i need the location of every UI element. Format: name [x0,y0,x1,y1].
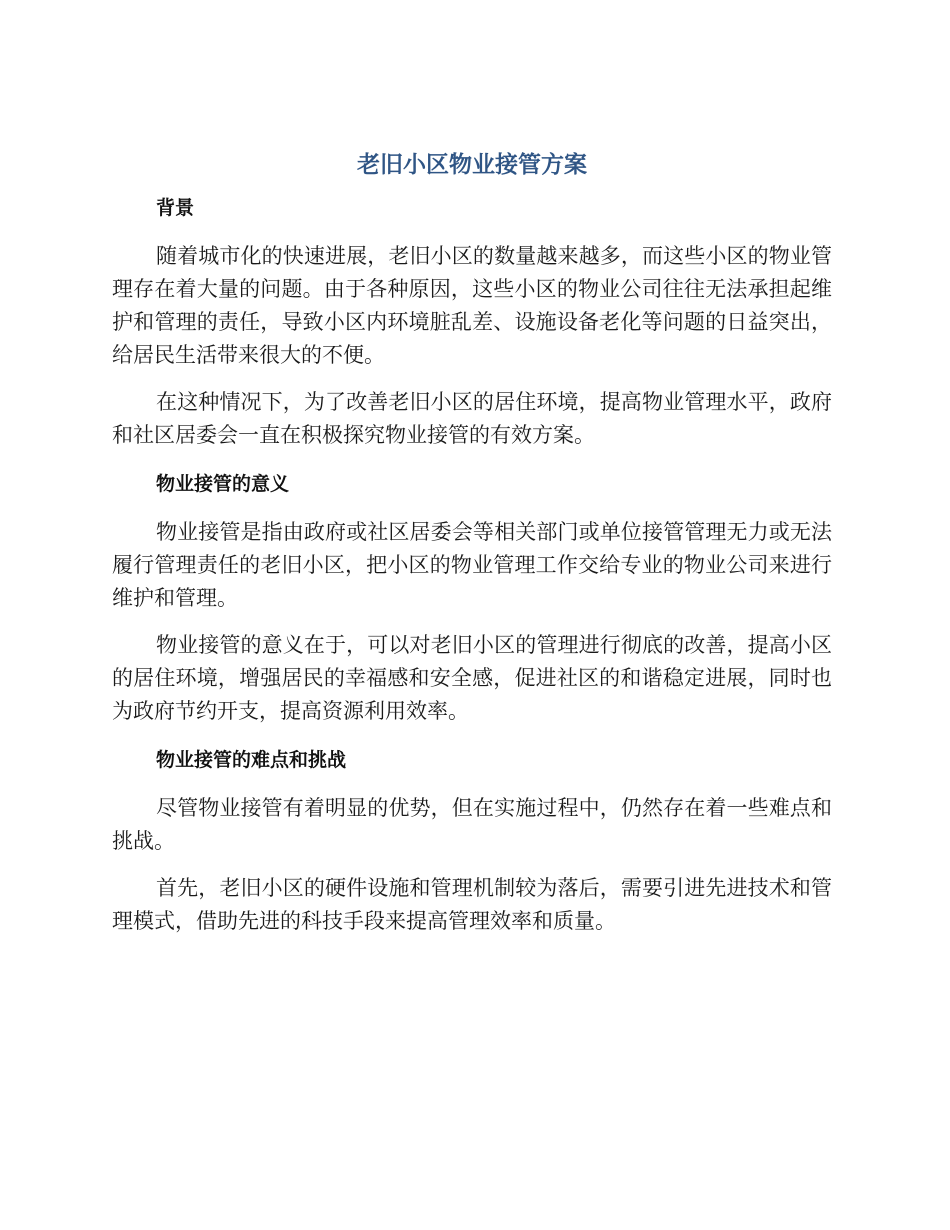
paragraph: 在这种情况下，为了改善老旧小区的居住环境，提高物业管理水平，政府和社区居委会一直在积极探究物业接管的有效方案。 [112,390,832,447]
document-title: 老旧小区物业接管方案 [357,152,587,178]
paragraph: 物业接管是指由政府或社区居委会等相关部门或单位接管管理无力或无法履行管理责任的老旧小区，把小区的物业管理工作交给专业的物业公司来进行维护和管理。 [112,520,832,610]
paragraph: 尽管物业接管有着明显的优势，但在实施过程中，仍然存在着一些难点和挑战。 [112,796,832,853]
section-heading-challenges: 物业接管的难点和挑战 [156,749,347,771]
document-body [112,140,832,938]
paragraph: 物业接管的意义在于，可以对老旧小区的管理进行彻底的改善，提高小区的居住环境，增强居民的幸福感和安全感，促进社区的和谐稳定进展，同时也为政府节约开支，提高资源利用效率。 [112,633,832,723]
section-heading-significance: 物业接管的意义 [156,473,290,495]
paragraph: 首先，老旧小区的硬件设施和管理机制较为落后，需要引进先进技术和管理模式，借助先进的科技手段来提高管理效率和质量。 [112,876,832,933]
section-heading-background: 背景 [156,197,195,219]
paragraph: 随着城市化的快速进展，老旧小区的数量越来越多，而这些小区的物业管理存在着大量的问题。由于各种原因，这些小区的物业公司往往无法承担起维护和管理的责任，导致小区内环境脏乱差、设施设备老化等问题的日益突出，给居民生活带来很大的不便。 [112,244,832,367]
